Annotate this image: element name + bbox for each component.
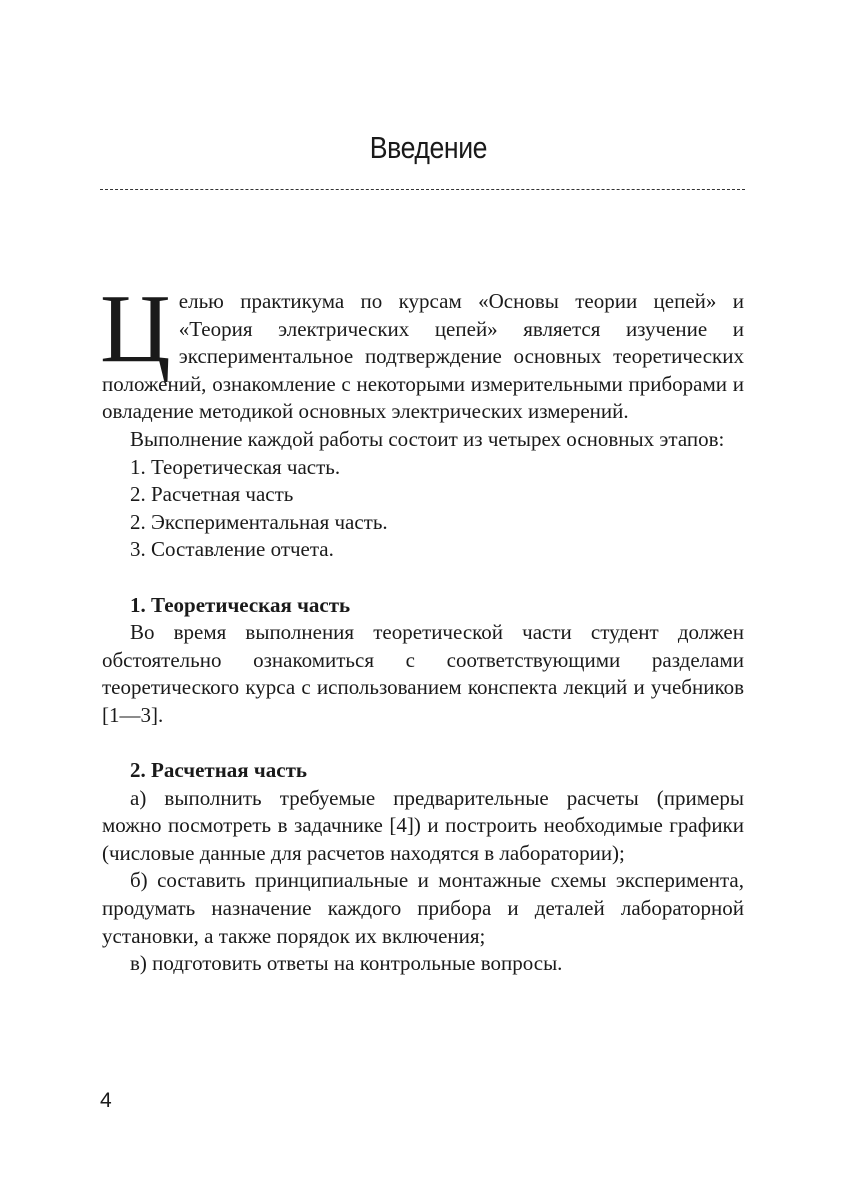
section2-heading: 2. Расчетная часть bbox=[130, 758, 308, 783]
stages-intro: Выполнение каждой работы состоит из четырех основных этапов: bbox=[130, 426, 725, 451]
spacer bbox=[102, 730, 744, 758]
title-divider bbox=[100, 189, 745, 190]
page-body bbox=[100, 275, 744, 978]
stage-item: 2. Экспериментальная часть. bbox=[130, 509, 388, 534]
intro-text: елью практикума по курсам «Основы теории цепей» и «Теория электрических цепей» является изучение и экспериментальное подтверждение основных теоретических положений, ознакомление с некоторыми измерительными приборами и овладение методикой основных электрических измерений. bbox=[102, 289, 744, 424]
spacer bbox=[102, 564, 744, 592]
section2-item-a: а) выполнить требуемые предварительные расчеты (примеры можно посмотреть в задачнике [4]) и построить необходимые графики (числовые данные для расчетов находятся в лаборатории); bbox=[102, 785, 744, 865]
stage-item: 3. Составление отчета. bbox=[130, 537, 334, 562]
section1-text: Во время выполнения теоретической части студент должен обстоятельно ознакомиться с соответствующими разделами теоретического курса с использованием конспекта лекций и учебников [1—3]. bbox=[102, 620, 744, 727]
stage-item: 1. Теоретическая часть. bbox=[130, 454, 341, 479]
intro-paragraph bbox=[100, 275, 744, 426]
page-title: Введение bbox=[369, 130, 488, 165]
section2-item-b: б) составить принципиальные и монтажные схемы эксперимента, продумать назначение каждого прибора и деталей лабораторной установки, а также порядок их включения; bbox=[102, 868, 744, 948]
page-number: 4 bbox=[100, 1089, 112, 1112]
section2-item-c: в) подготовить ответы на контрольные вопросы. bbox=[130, 951, 563, 976]
drop-cap: Ц bbox=[100, 275, 171, 383]
stage-item: 2. Расчетная часть bbox=[130, 482, 294, 507]
section1-heading: 1. Теоретическая часть bbox=[130, 592, 351, 617]
